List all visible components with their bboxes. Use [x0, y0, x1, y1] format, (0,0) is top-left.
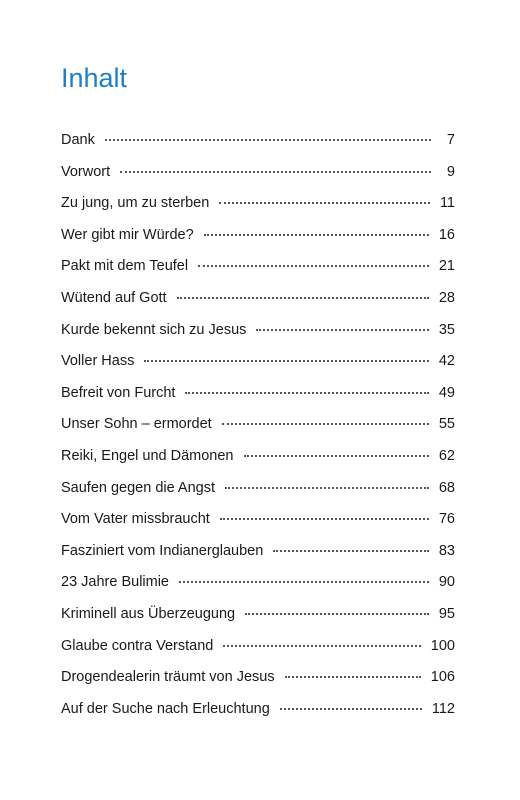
toc-entry-title: Wütend auf Gott	[61, 289, 167, 306]
toc-entry	[61, 220, 455, 252]
toc-entry-page: 7	[446, 132, 455, 148]
toc-entry-title: Vom Vater missbraucht	[61, 511, 210, 528]
toc-entry	[61, 567, 455, 599]
toc-entry	[61, 409, 455, 441]
toc-entry-title: Saufen gegen die Angst	[61, 479, 215, 496]
dot-leader	[179, 581, 429, 583]
toc-entry-title: Reiki, Engel und Dämonen	[61, 447, 234, 464]
toc-entry-title: Auf der Suche nach Erleuchtung	[61, 700, 270, 717]
toc-entry-title: Voller Hass	[61, 353, 135, 370]
toc-entry	[61, 599, 455, 631]
toc-entry-page: 83	[438, 542, 455, 559]
toc-entry	[61, 251, 455, 283]
toc-entry-title: Dank	[61, 132, 95, 148]
toc-entry	[61, 504, 455, 536]
dot-leader	[285, 676, 421, 678]
toc-entry-page: 106	[430, 669, 455, 686]
toc-entry	[61, 283, 455, 315]
dot-leader	[204, 234, 429, 236]
toc-entry	[61, 188, 455, 220]
toc-entry-page: 9	[446, 163, 455, 180]
toc-entry-title: Zu jung, um zu sterben	[61, 195, 210, 212]
dot-leader	[120, 171, 431, 173]
toc-entry	[61, 125, 455, 157]
toc-entry-page: 112	[431, 700, 455, 717]
toc-entry-title: 23 Jahre Bulimie	[61, 574, 169, 591]
toc-entry-title: Drogendealerin träumt von Jesus	[61, 669, 275, 686]
dot-leader	[198, 265, 429, 267]
toc-entry-title: Kriminell aus Überzeugung	[61, 605, 236, 622]
toc-entry-page: 100	[430, 637, 455, 654]
toc-entry-title: Vorwort	[61, 163, 111, 180]
toc-entry	[61, 346, 455, 378]
toc-entry-page: 68	[438, 479, 455, 496]
toc-entry-title: Kurde bekennt sich zu Jesus	[61, 321, 247, 338]
toc-entry-page: 90	[438, 574, 455, 591]
toc-entry-title: Fasziniert vom Indianerglauben	[61, 542, 264, 559]
toc-entry-page: 11	[439, 195, 455, 212]
dot-leader	[245, 613, 429, 615]
toc-entry	[61, 662, 455, 694]
toc-entry-page: 35	[438, 321, 455, 338]
toc-entry-title: Befreit von Furcht	[61, 384, 176, 401]
dot-leader	[273, 550, 429, 552]
toc-entry-page: 42	[438, 353, 455, 370]
toc-entry-page: 28	[438, 289, 455, 306]
dot-leader	[144, 360, 429, 362]
dot-leader	[185, 392, 428, 394]
dot-leader	[280, 708, 422, 710]
dot-leader	[105, 139, 431, 141]
dot-leader	[256, 329, 428, 331]
table-of-contents	[61, 125, 455, 725]
toc-entry-title: Pakt mit dem Teufel	[61, 258, 189, 275]
dot-leader	[225, 487, 429, 489]
toc-entry-page: 95	[438, 605, 455, 622]
toc-entry-page: 76	[438, 511, 455, 528]
dot-leader	[222, 423, 429, 425]
dot-leader	[220, 518, 429, 520]
toc-entry	[61, 157, 455, 189]
toc-entry-title: Unser Sohn – ermordet	[61, 416, 212, 433]
toc-entry-title: Wer gibt mir Würde?	[61, 226, 194, 243]
toc-entry	[61, 694, 455, 726]
toc-entry	[61, 441, 455, 473]
toc-entry	[61, 473, 455, 505]
dot-leader	[177, 297, 429, 299]
toc-entry-title: Glaube contra Verstand	[61, 637, 214, 654]
toc-entry-page: 16	[438, 226, 455, 243]
toc-entry-page: 49	[438, 384, 455, 401]
page-title: Inhalt	[61, 63, 128, 93]
dot-leader	[219, 202, 430, 204]
dot-leader	[244, 455, 429, 457]
toc-entry-page: 21	[438, 258, 455, 275]
dot-leader	[223, 645, 420, 647]
toc-entry	[61, 631, 455, 663]
toc-entry	[61, 378, 455, 410]
toc-entry-page: 55	[438, 416, 455, 433]
toc-entry-page: 62	[438, 447, 455, 464]
toc-entry	[61, 536, 455, 568]
toc-entry	[61, 315, 455, 347]
